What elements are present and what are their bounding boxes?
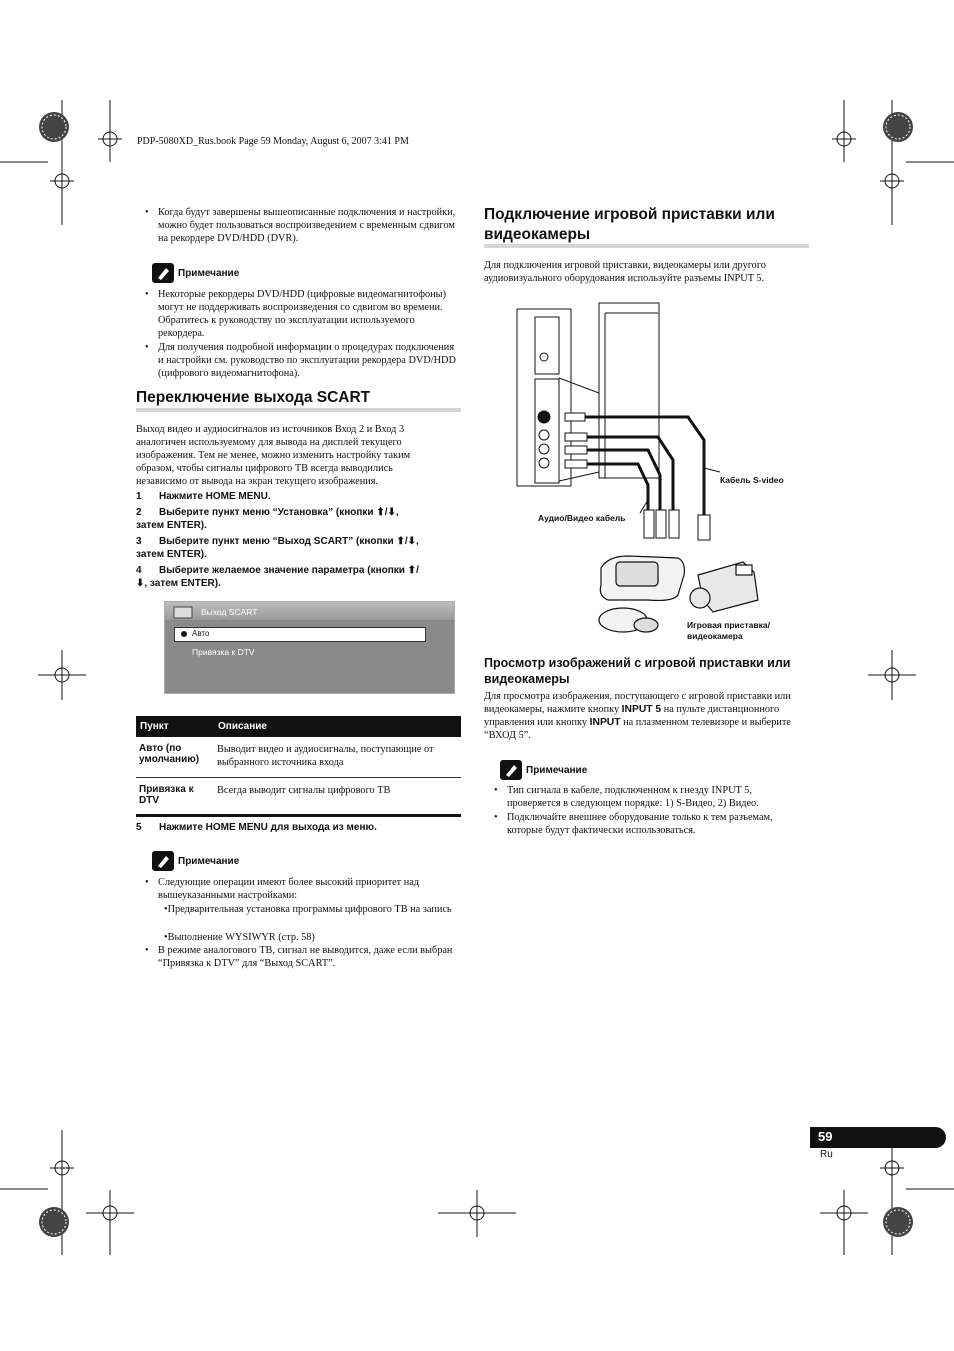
heading-rule: [136, 408, 461, 412]
menu-tv-icon: [171, 604, 197, 622]
menu-option-dtv[interactable]: Привязка к DTV: [192, 647, 255, 657]
step-3: 3 Выберите пункт меню “Выход SCART” (кнопки ⬆/⬇, затем ENTER).: [136, 536, 419, 560]
selected-dot-icon: [181, 631, 187, 637]
game-console-icon: [599, 556, 684, 632]
note1-bullet-2: • Для получения подробной информации о процедурах подключения и настройки см. руководство по эксплуатации рекордера DVD/HDD (цифрового видеомагнитофона).: [158, 341, 458, 380]
note-icon: [500, 760, 522, 780]
file-header: PDP-5080XD_Rus.book Page 59 Monday, August 6, 2007 3:41 PM: [137, 136, 409, 147]
sub-body: Для просмотра изображения, поступающего с игровой приставки или видеокамеры, нажмите кнопку INPUT 5 на пульте дистанционного управления или кнопку INPUT на плазменном телевизоре и выберите “ВХОД 5”.: [484, 691, 791, 741]
note1-bullet-1: • Некоторые рекордеры DVD/HDD (цифровые видеомагнитофоны) могут не поддерживать воспроизведения со сдвигом во времени. Обратитесь к руководству по эксплуатации используемого рекордера.: [158, 288, 458, 340]
options-table: [136, 716, 461, 817]
sub-heading: Просмотр изображений с игровой приставки или видеокамеры: [484, 656, 791, 686]
menu-option-auto[interactable]: Авто: [174, 627, 426, 642]
heading-rule: [484, 244, 809, 248]
intro-bullet: • Когда будут завершены вышеописанные подключения и настройки, можно будет пользоваться воспроизведением с временным сдвигом на рекордере DVD/HDD (DVR).: [158, 206, 458, 245]
page-number-tab: [810, 1127, 946, 1148]
scart-menu: [164, 601, 455, 694]
table-row: Привязка к DTV Всегда выводит сигналы цифрового ТВ: [136, 777, 461, 815]
note2-sub-1: •Предварительная установка программы цифрового ТВ на запись: [164, 904, 452, 915]
table-header-desc: Описание: [214, 716, 461, 737]
right-note-bullet-2: • Подключайте внешнее оборудование только к тем разъемам, которые будут фактически использоваться.: [507, 811, 807, 837]
language-code: Ru: [820, 1149, 833, 1160]
note-icon: [152, 851, 174, 871]
note2-bullet-2: • В режиме аналогового ТВ, сигнал не выводится, даже если выбран “Привязка к DTV” для “Выход SCART”.: [158, 944, 458, 970]
connection-diagram: [508, 300, 808, 645]
right-body: Для подключения игровой приставки, видеокамеры или другого аудиовизуального оборудования используйте разъемы INPUT 5.: [484, 260, 766, 284]
note-label: Примечание: [178, 268, 240, 279]
device-label-2: видеокамера: [687, 631, 743, 641]
camcorder-icon: [690, 562, 758, 612]
menu-title: Выход SCART: [201, 607, 258, 617]
svideo-cable-label: Кабель S-video: [720, 475, 784, 485]
note2-bullet-1: • Следующие операции имеют более высокий приоритет над вышеуказанными настройками:: [158, 876, 458, 902]
scart-body: Выход видео и аудиосигналов из источников Вход 2 и Вход 3 аналогичен используемому для вывода на дисплей текущего изображения. Тем не менее, можно изменить настройку таким образом, чтобы сигналы цифрового ТВ всегда выводились независимо от вывода на экран текущего изображения.: [136, 424, 411, 487]
table-header-item: Пункт: [136, 716, 214, 737]
note2-sub-2: •Выполнение WYSIWYR (стр. 58): [164, 932, 315, 943]
av-cable-label: Аудио/Видео кабель: [538, 513, 626, 523]
right-note-bullet-1: • Тип сигнала в кабеле, подключенном к гнезду INPUT 5, проверяется в следующем порядке: 1) S-Видео, 2) Видео.: [507, 784, 807, 810]
step-4: 4 Выберите желаемое значение параметра (кнопки ⬆/ ⬇, затем ENTER).: [136, 565, 419, 589]
step-2: 2 Выберите пункт меню “Установка” (кнопки ⬆/⬇, затем ENTER).: [136, 507, 399, 531]
note-label: Примечание: [526, 765, 588, 776]
right-heading: Подключение игровой приставки или видеокамеры: [484, 206, 775, 243]
scart-heading: Переключение выхода SCART: [136, 389, 371, 406]
note-icon: [152, 263, 174, 283]
page-number: 59: [818, 1129, 833, 1144]
device-label-1: Игровая приставка/: [687, 620, 770, 630]
note-label: Примечание: [178, 856, 240, 867]
table-row: Авто (по умолчанию) Выводит видео и аудиосигналы, поступающие от выбранного источника входа: [136, 737, 461, 777]
